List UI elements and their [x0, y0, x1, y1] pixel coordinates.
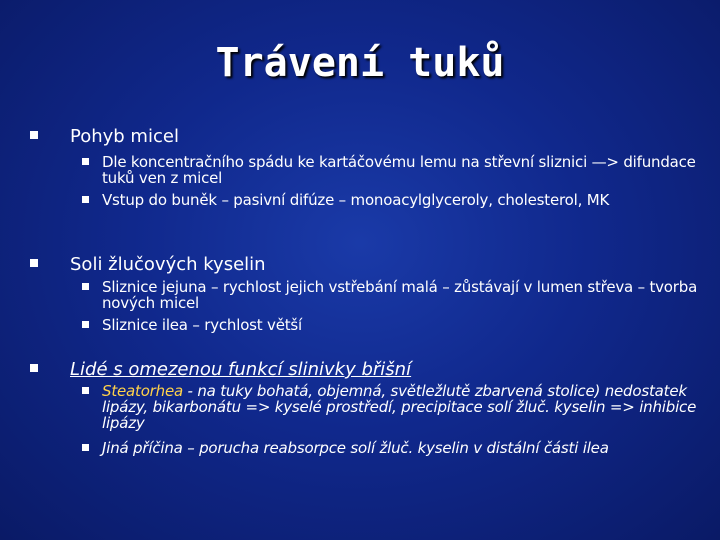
square-bullet-icon — [30, 259, 38, 267]
bullet-item: Dle koncentračního spádu ke kartáčovému lemu na střevní sliznici —> difundace tuků ven z micel — [82, 154, 702, 186]
bullet-item: Vstup do buněk – pasivní difúze – monoacylglyceroly, cholesterol, MK — [82, 192, 702, 208]
square-bullet-icon — [82, 321, 89, 328]
bullet-item: Sliznice ilea – rychlost větší — [82, 317, 702, 333]
slide-title: Trávení tuků — [215, 40, 505, 86]
square-bullet-icon — [82, 196, 89, 203]
bullet-item: Jiná příčina – porucha reabsorpce solí žluč. kyselin v distální části ilea — [82, 440, 702, 456]
highlight-term: Steatorhea — [102, 382, 183, 400]
square-bullet-icon — [82, 444, 89, 451]
square-bullet-icon — [30, 364, 38, 372]
bullet-item: Steatorhea - na tuky bohatá, objemná, světležlutě zbarvená stolice) nedostatek lipázy, bikarbonátu => kyselé prostředí, precipitace solí žluč. kyselin => inhibice lipázy — [82, 383, 702, 431]
bullet-item: Sliznice jejuna – rychlost jejich vstřebání malá – zůstávají v lumen střeva – tvorba nových micel — [82, 279, 702, 311]
square-bullet-icon — [82, 387, 89, 394]
square-bullet-icon — [82, 283, 89, 290]
square-bullet-icon — [82, 158, 89, 165]
square-bullet-icon — [30, 131, 38, 139]
